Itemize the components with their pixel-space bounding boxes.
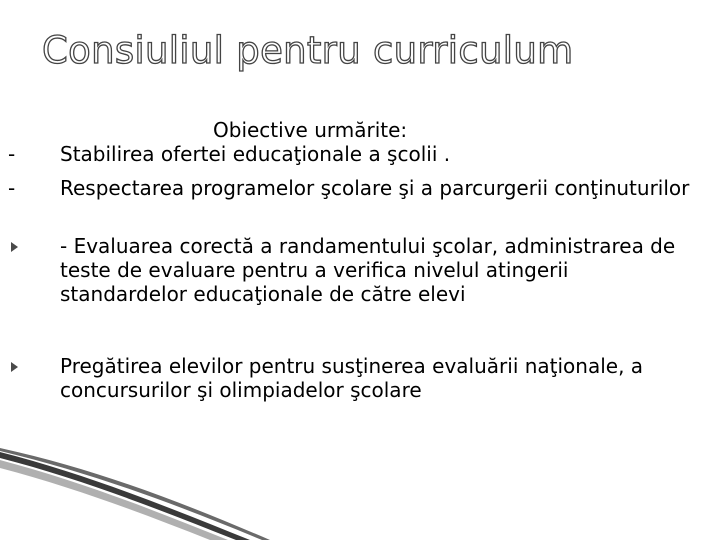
objectives-heading: Obiective urmărite: — [213, 118, 408, 142]
slide-title: Consiuliul pentru curriculum — [42, 29, 574, 72]
dash-bullet: - — [8, 142, 16, 166]
bullet-text: - Evaluarea corectă a randamentului şcolar, administrarea de teste de evaluare pentru a verifica nivelul atingerii standardelor educaţionale de către elevi — [60, 234, 676, 306]
dash-bullet: - — [8, 176, 16, 200]
bullet-text: Respectarea programelor şcolare şi a parcurgerii conţinuturilor — [60, 176, 690, 200]
arrow-icon — [11, 362, 18, 372]
decorative-swoosh — [0, 430, 720, 540]
swoosh-thin-stroke — [0, 448, 270, 540]
bullet-text: Stabilirea ofertei educaţionale a şcolii . — [60, 142, 451, 166]
bullet-text: Pregătirea elevilor pentru susţinerea evaluării naţionale, a concursurilor şi olimpiadelor şcolare — [60, 354, 644, 402]
swoosh-dark-stroke — [0, 452, 250, 540]
swoosh-light-stroke — [0, 460, 228, 540]
arrow-icon — [11, 242, 18, 252]
